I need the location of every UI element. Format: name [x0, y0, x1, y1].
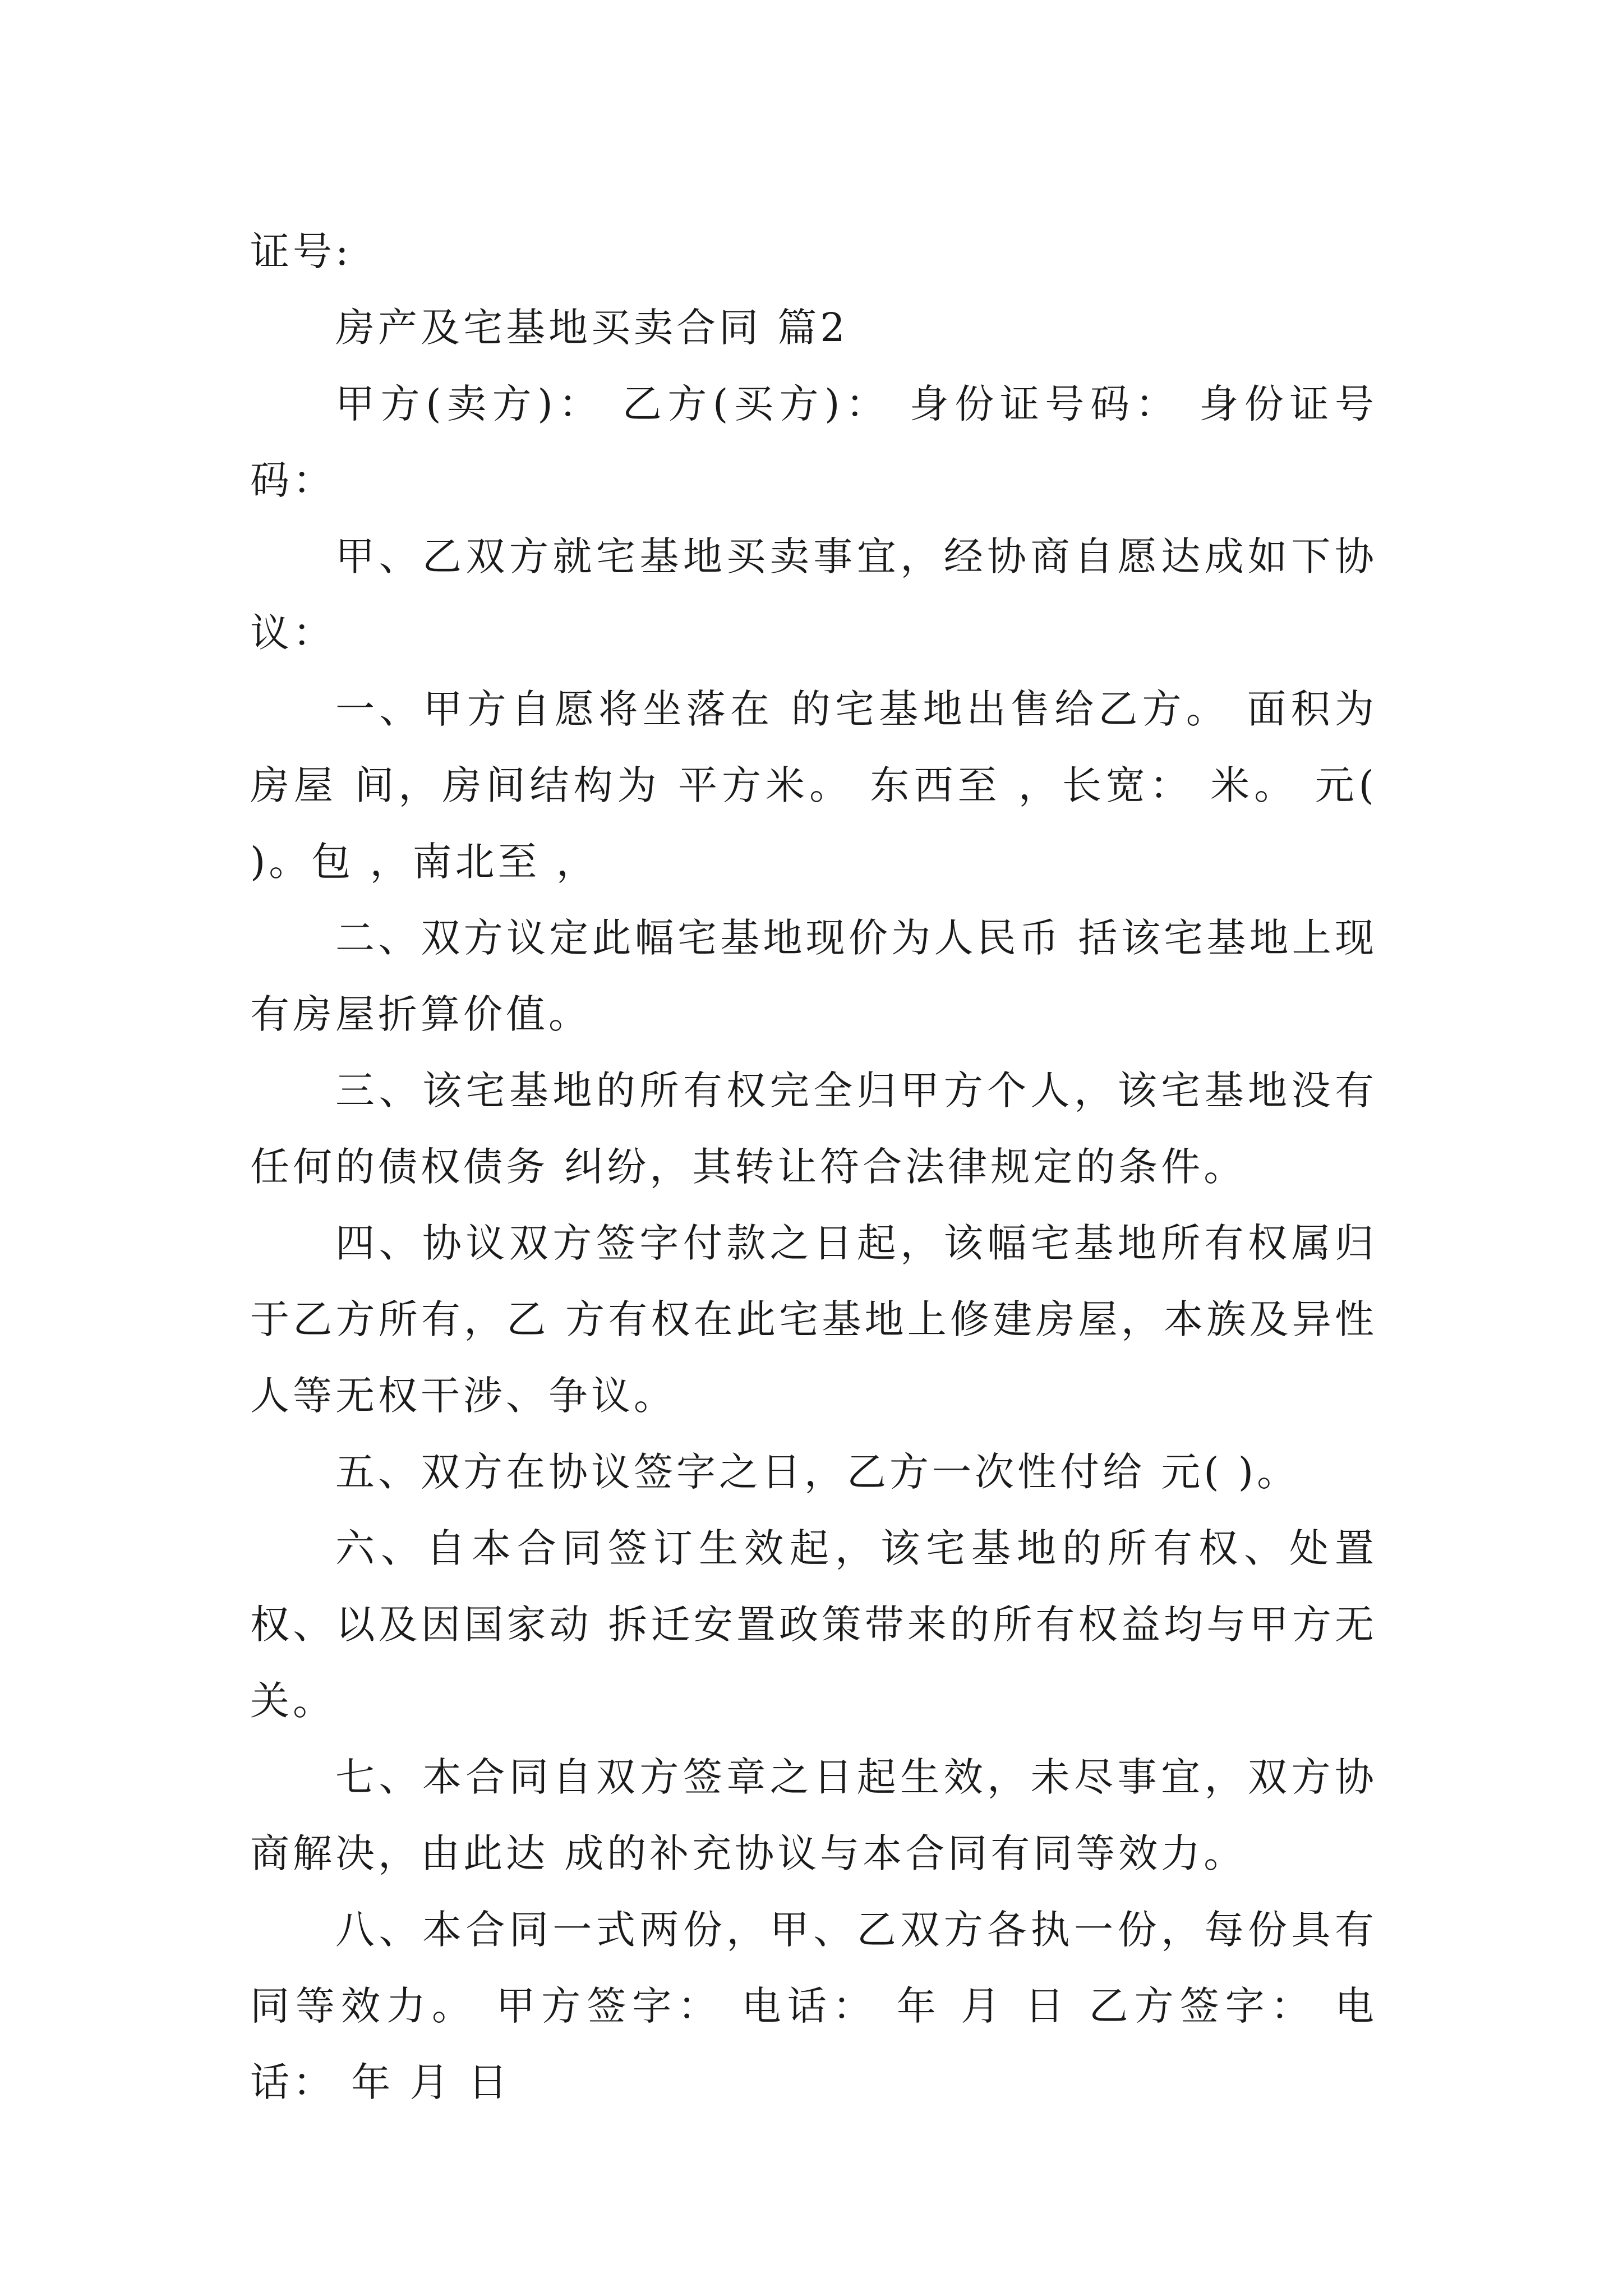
- clause-3: 三、该宅基地的所有权完全归甲方个人，该宅基地没有任何的债权债务 纠纷，其转让符合法律规定的条件。: [250, 1068, 1377, 1190]
- clause-7: 七、本合同自双方签章之日起生效，未尽事宜，双方协商解决，由此达 成的补充协议与本合同有同等效力。: [250, 1754, 1377, 1876]
- parties-line: 甲方(卖方)： 乙方(买方)： 身份证号码： 身份证号码：: [250, 381, 1377, 503]
- clause-1: 一、甲方自愿将坐落在 的宅基地出售给乙方。 面积为房屋 间，房间结构为 平方米。 东西至 ，长宽： 米。 元( )。包 ，南北至 ，: [250, 686, 1377, 885]
- clause-5: 五、双方在协议签字之日，乙方一次性付给 元( )。: [335, 1449, 1300, 1495]
- agreement-intro: 甲、乙双方就宅基地买卖事宜，经协商自愿达成如下协议：: [250, 533, 1377, 656]
- clause-8-signatures: 八、本合同一式两份，甲、乙双方各执一份，每份具有同等效力。 甲方签字： 电话： 年 月 日 乙方签字： 电话： 年 月 日: [250, 1907, 1377, 2105]
- clause-4: 四、协议双方签字付款之日起，该幅宅基地所有权属归于乙方所有，乙 方有权在此宅基地上修建房屋，本族及异性人等无权干涉、争议。: [250, 1220, 1377, 1419]
- clause-2: 二、双方议定此幅宅基地现价为人民币 括该宅基地上现有房屋折算价值。: [250, 915, 1377, 1037]
- document-body: [250, 213, 1377, 2120]
- contract-title: 房产及宅基地买卖合同 篇2: [335, 305, 849, 351]
- id-number-label: 证号:: [250, 228, 352, 274]
- clause-6: 六、自本合同签订生效起，该宅基地的所有权、处置权、以及因国家动 拆迁安置政策带来的所有权益均与甲方无关。: [250, 1525, 1377, 1724]
